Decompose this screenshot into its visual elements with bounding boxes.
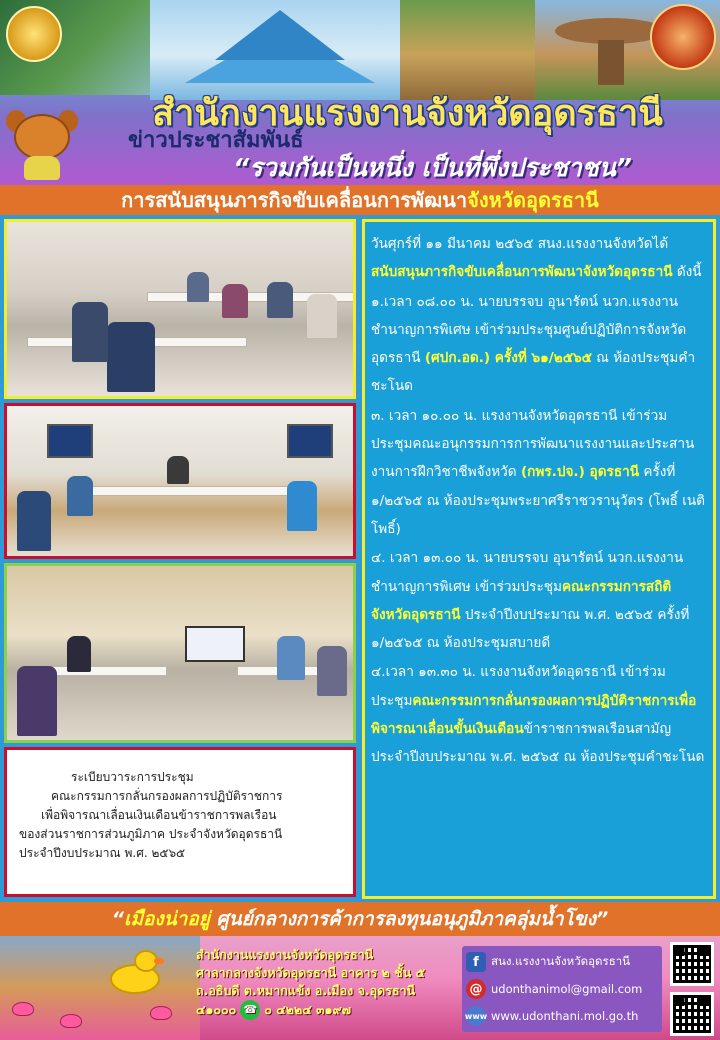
news-intro: วันศุกร์ที่ ๑๑ มีนาคม ๒๕๖๕ สนง.แรงงานจังหวัดได้สนับสนุนภารกิจขับเคลื่อนการพัฒนาจังหวัดอุดรธานี ดังนี้ — [371, 236, 702, 281]
page-header — [0, 0, 720, 185]
address-line: ศาลากลางจังหวัดอุดรธานี อาคาร ๒ ชั้น ๕ — [196, 965, 426, 980]
agenda-line: ประจำปีงบประมาณ พ.ศ. ๒๕๖๕ — [19, 846, 186, 860]
agenda-line: ของส่วนราชการส่วนภูมิภาค ประจำจังหวัดอุดรธานี — [19, 827, 283, 841]
mascot-image — [4, 108, 78, 180]
meeting-photo-2 — [4, 403, 356, 559]
province-seal-left — [6, 6, 62, 62]
news-item-4: ๔.เวลา ๑๓.๓๐ น. แรงงานจังหวัดอุดรธานี เข้าร่วมประชุมคณะกรรมการกลั่นกรองผลการปฏิบัติราชการเพื่อพิจารณาเลื่อนขั้นเงินเดือนข้าราชการพลเรือนสามัญ ประจำปีงบประมาณ พ.ศ. ๒๕๖๕ ณ ห้องประชุมคำชะโนด — [371, 664, 705, 766]
header-slogan: “รวมกันเป็นหนึ่ง เป็นที่พึ่งประชาชน” — [233, 153, 632, 182]
website-row[interactable] — [466, 1006, 638, 1026]
facebook-icon: f — [466, 952, 486, 972]
phone-number: ๐ ๔๒๒๔ ๓๑๙๗ — [264, 1002, 352, 1017]
email-row[interactable] — [466, 979, 642, 999]
yellow-duck-image — [110, 950, 160, 994]
lotus-flower — [150, 1006, 172, 1020]
qr-code-icon — [670, 992, 714, 1036]
lotus-lake-photo — [0, 936, 200, 1040]
email-icon: @ — [466, 979, 486, 999]
agenda-line: เพื่อพิจารณาเลื่อนเงินเดือนข้าราชการพลเรือน — [41, 808, 277, 822]
phone-icon: ☎ — [240, 1000, 260, 1020]
motto-highlight: เมืองน่าอยู่ — [123, 908, 210, 930]
headline-text: การสนับสนุนภารกิจขับเคลื่อนการพัฒนา — [121, 188, 468, 212]
meeting-photo-3 — [4, 563, 356, 743]
news-item-1: ๑.เวลา ๐๘.๐๐ น. นายบรรจบ อุนารัตน์ นวก.แรงงานชำนาญการพิเศษ เข้าร่วมประชุมศูนย์ปฏิบัติการจังหวัดอุดรธานี (ศปก.อด.) ครั้งที่ ๖๑/๒๕๖๕ ณ ห้องประชุมคำชะโนด — [371, 293, 696, 395]
headline-bar — [0, 185, 720, 215]
motto-text: ศูนย์กลางการค้าการลงทุนอนุภูมิภาคลุ่มน้ำโขง” — [209, 908, 609, 930]
meeting-agenda-document — [4, 747, 356, 897]
agenda-line: คณะกรรมการกลั่นกรองผลการปฏิบัติราชการ — [51, 789, 283, 803]
office-address — [196, 946, 458, 1020]
website-icon: www — [466, 1006, 486, 1026]
facebook-row[interactable] — [466, 952, 630, 972]
lotus-flower — [12, 1002, 34, 1016]
agenda-line: ระเบียบวาระการประชุม — [71, 770, 194, 784]
postcode-phone-row — [196, 1000, 458, 1020]
ministry-seal-right — [650, 4, 716, 70]
news-item-3: ๔. เวลา ๑๓.๐๐ น. นายบรรจบ อุนารัตน์ นวก.แรงงานชำนาญการพิเศษ เข้าร่วมประชุมคณะกรรมการสถิติจังหวัดอุดรธานี ประจำปีงบประมาณ พ.ศ. ๒๕๖๕ ครั้งที่ ๑/๒๕๖๕ ณ ห้องประชุมสบายดี — [371, 550, 690, 652]
address-line: ถ.อธิบดี ต.หมากแข้ง อ.เมือง จ.อุดรธานี — [196, 983, 416, 998]
motto: “เมืองน่าอยู่ ศูนย์กลางการค้าการลงทุนอนุภูมิภาคลุ่มน้ำโขง” — [111, 908, 609, 930]
news-text-box — [362, 219, 716, 899]
organization-title: สำนักงานแรงงานจังหวัดอุดรธานี — [152, 93, 663, 134]
facebook-page-link[interactable]: สนง.แรงงานจังหวัดอุดรธานี — [491, 954, 631, 968]
lotus-flower — [60, 1014, 82, 1028]
website-link[interactable]: www.udonthani.mol.go.th — [491, 1009, 639, 1023]
motto-bar — [0, 902, 720, 936]
email-link[interactable]: udonthanimol@gmail.com — [491, 982, 643, 996]
postcode: ๔๑๐๐๐ — [196, 1002, 237, 1017]
temple-roof-top-shape — [215, 10, 345, 60]
page-footer — [0, 936, 720, 1040]
news-item-2: ๓. เวลา ๑๐.๐๐ น. แรงงานจังหวัดอุดรธานี เข้าร่วมประชุมคณะอนุกรรมการการพัฒนาแรงงานและประสานงานการฝึกวิชาชีพจังหวัด (กพร.ปจ.) อุดรธานี ครั้งที่ ๑/๒๕๖๕ ณ ห้องประชุมพระยาศรีราชวรานุวัตร (โพธิ์ เนติโพธิ์) — [371, 407, 705, 537]
address-line: สำนักงานแรงงานจังหวัดอุดรธานี — [196, 947, 374, 962]
press-release-label: ข่าวประชาสัมพันธ์ — [128, 128, 304, 153]
qr-code-icon — [670, 942, 714, 986]
headline — [121, 188, 599, 212]
rock-stem-shape — [598, 40, 624, 85]
contact-panel — [462, 946, 662, 1032]
headline-highlight: จังหวัดอุดรธานี — [467, 188, 599, 212]
meeting-photo-1 — [4, 219, 356, 399]
